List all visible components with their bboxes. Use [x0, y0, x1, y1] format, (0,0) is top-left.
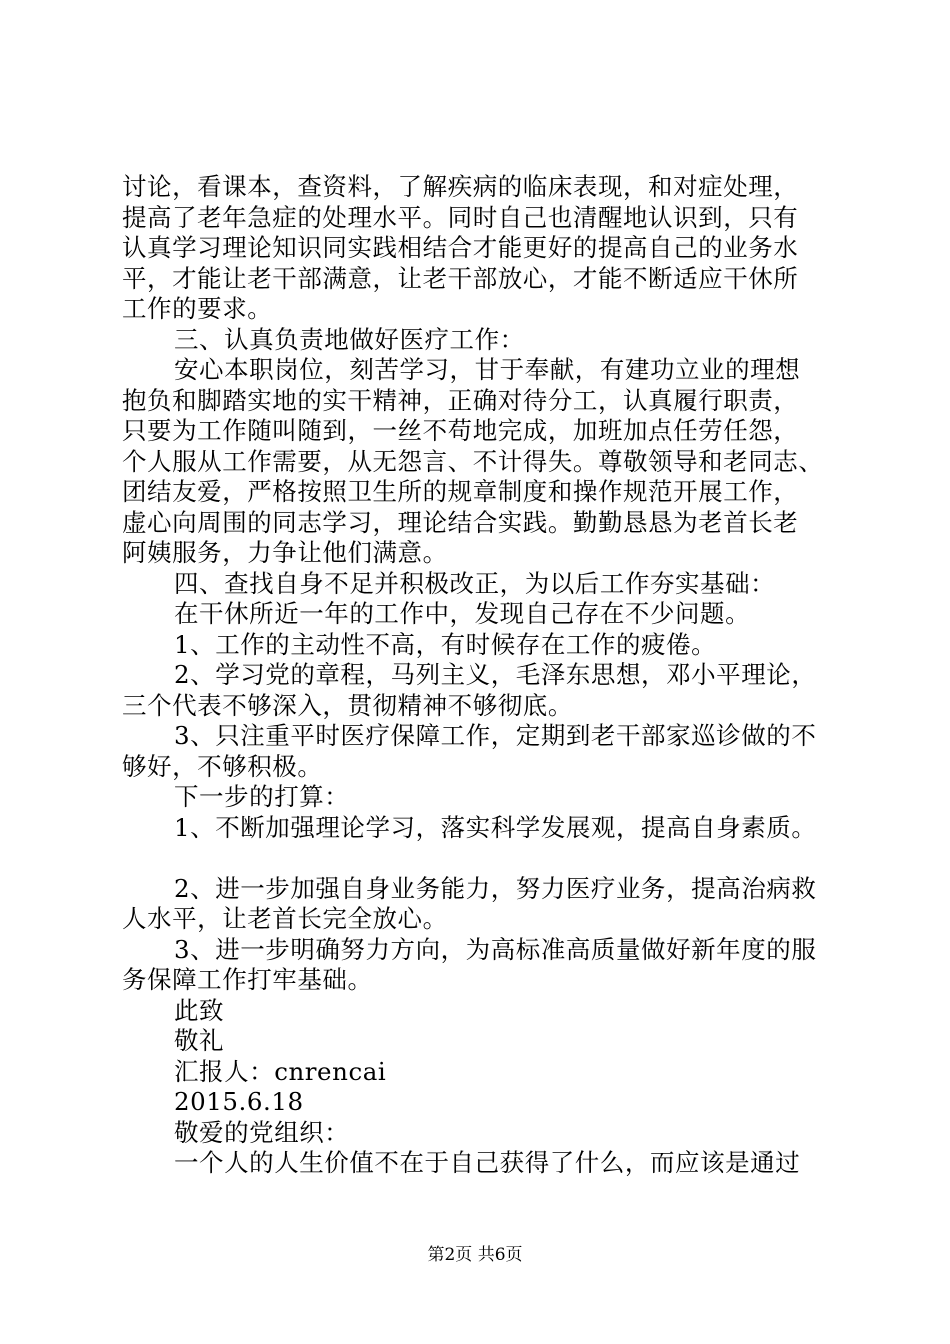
text-line: 只要为工作随叫随到，一丝不苟地完成，加班加点任劳任怨，: [122, 416, 799, 445]
text-line: 三个代表不够深入，贯彻精神不够彻底。: [122, 690, 573, 720]
text-line: 个人服从工作需要，从无怨言、不计得失。尊敬领导和老同志、: [122, 446, 824, 476]
text-line: 2、学习党的章程，马列主义，毛泽东思想，邓小平理论，: [174, 660, 817, 689]
blank-line: [122, 843, 842, 874]
text-line: 3、只注重平时医疗保障工作，定期到老干部家巡诊做的不: [174, 721, 817, 750]
text-line: 抱负和脚踏实地的实干精神，正确对待分工，认真履行职责，: [122, 385, 799, 415]
text-line: 虚心向周围的同志学习，理论结合实践。勤勤恳恳为老首长老: [122, 507, 799, 537]
text-line: 提高了老年急症的处理水平。同时自己也清醒地认识到，只有: [122, 202, 799, 232]
text-line: 此致: [174, 995, 225, 1025]
text-line: 人水平，让老首长完全放心。: [122, 904, 448, 933]
text-line: 团结友爱，严格按照卫生所的规章制度和操作规范开展工作，: [122, 477, 799, 506]
text-line: 一个人的人生价值不在于自己获得了什么，而应该是通过: [174, 1148, 801, 1177]
document-body: [122, 172, 842, 1179]
text-line: 讨论，看课本，查资料，了解疾病的临床表现，和对症处理，: [122, 172, 799, 201]
text-line: 2、进一步加强自身业务能力，努力医疗业务，提高治病救: [174, 873, 817, 903]
text-line: 3、进一步明确努力方向，为高标准高质量做好新年度的服: [174, 934, 817, 964]
text-line: 平，才能让老干部满意，让老干部放心，才能不断适应干休所: [122, 263, 799, 293]
text-line: 够好，不够积极。: [122, 751, 323, 781]
text-line: 敬礼: [174, 1026, 225, 1055]
text-line: 2015.6.18: [174, 1087, 304, 1116]
text-line: 敬爱的党组织：: [174, 1117, 350, 1147]
page-footer: 第2页 共6页: [427, 1245, 523, 1265]
text-line: 三、认真负责地做好医疗工作：: [174, 324, 525, 354]
text-line: 工作的要求。: [122, 294, 273, 323]
text-line: 1、不断加强理论学习，落实科学发展观，提高自身素质。: [174, 812, 817, 842]
text-line: 务保障工作打牢基础。: [122, 965, 373, 994]
text-line: 四、查找自身不足并积极改正，为以后工作夯实基础：: [174, 568, 776, 598]
text-line: 认真学习理论知识同实践相结合才能更好的提高自己的业务水: [122, 233, 799, 262]
text-line: 安心本职岗位，刻苦学习，甘于奉献，有建功立业的理想: [174, 355, 801, 384]
text-line: 汇报人：cnrencai: [174, 1056, 387, 1086]
text-line: 阿姨服务，力争让他们满意。: [122, 538, 448, 567]
text-line: 在干休所近一年的工作中，发现自己存在不少问题。: [174, 599, 751, 628]
text-line: 1、工作的主动性不高，有时候存在工作的疲倦。: [174, 629, 717, 659]
text-line: 下一步的打算：: [174, 782, 350, 811]
